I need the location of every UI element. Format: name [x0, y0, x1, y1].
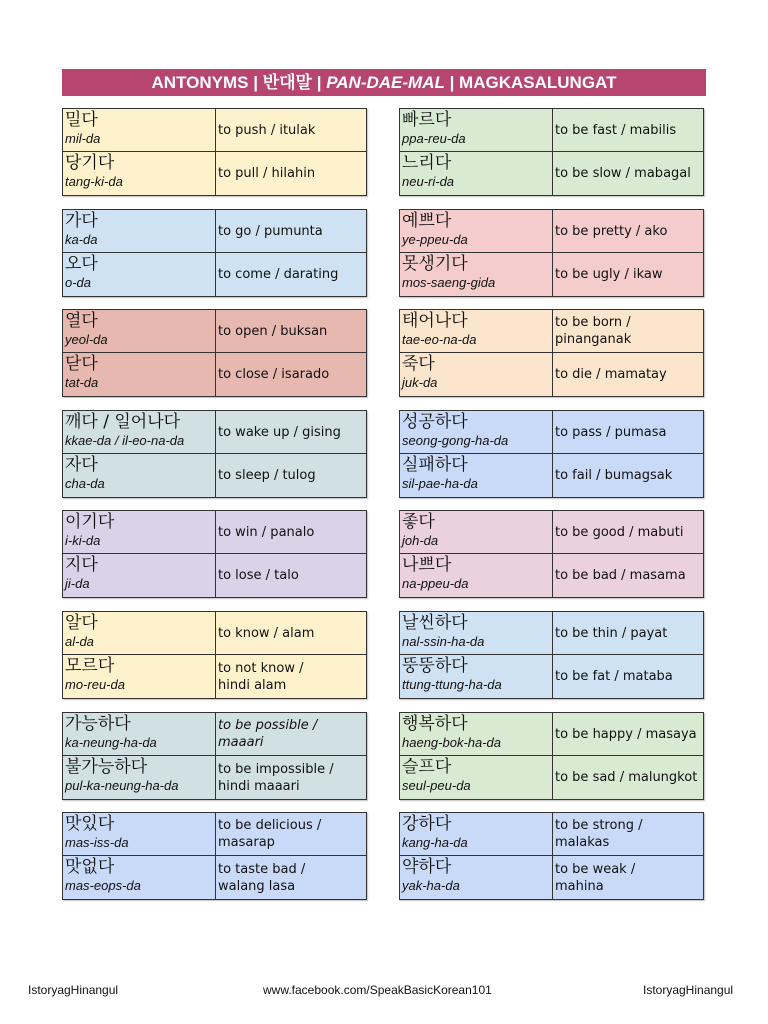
- korean-word: 못생기다: [402, 254, 468, 274]
- meaning-text: to be delicious /: [218, 818, 322, 833]
- romanization: pul-ka-neung-ha-da: [65, 778, 179, 793]
- meaning-cell: [218, 210, 364, 252]
- antonym-card: [399, 108, 704, 196]
- romanization: mil-da: [65, 131, 101, 146]
- word-cell: [400, 109, 553, 151]
- meaning-text: to be weak /: [555, 861, 636, 877]
- meaning-text: to go / pumunta: [218, 223, 323, 239]
- romanization: mo-reu-da: [65, 677, 125, 692]
- meaning-text: to taste bad /: [218, 861, 306, 877]
- romanization: tat-da: [65, 375, 99, 390]
- romanization: ttung-ttung-ha-da: [402, 677, 502, 692]
- word-cell: [400, 813, 553, 855]
- antonym-card: [62, 108, 367, 196]
- meaning-text-line-2: masarap: [218, 835, 275, 850]
- antonym-card: [62, 309, 367, 397]
- meaning-cell: [555, 253, 701, 296]
- korean-word: 태어나다: [402, 311, 468, 331]
- korean-word: 지다: [65, 555, 98, 575]
- antonym-card: [62, 712, 367, 800]
- table-row: [63, 109, 366, 152]
- korean-word: 자다: [65, 455, 98, 475]
- footer-right-credit: IstoryagHinangul: [643, 983, 734, 997]
- korean-word: 맛있다: [65, 814, 115, 834]
- romanization: kang-ha-da: [402, 835, 468, 850]
- meaning-text: to wake up / gising: [218, 424, 341, 440]
- meaning-text: to not know /: [218, 660, 304, 676]
- korean-word: 이기다: [65, 512, 115, 532]
- romanization: o-da: [65, 275, 92, 290]
- korean-word: 열다: [65, 311, 98, 331]
- table-row: [400, 813, 703, 856]
- word-cell: [63, 152, 216, 195]
- korean-word: 밀다: [65, 110, 98, 130]
- table-row: [400, 756, 703, 799]
- korean-word: 빠르다: [402, 110, 452, 130]
- romanization: nal-ssin-ha-da: [402, 634, 485, 649]
- word-cell: [400, 511, 553, 553]
- table-row: [400, 554, 703, 597]
- meaning-text: to be fast / mabilis: [555, 122, 677, 138]
- meaning-text: to be ugly / ikaw: [555, 267, 663, 282]
- korean-word: 맛없다: [65, 857, 115, 877]
- table-row: [400, 109, 703, 152]
- word-cell: [63, 511, 216, 553]
- meaning-cell: [218, 756, 364, 799]
- korean-word: 죽다: [402, 354, 435, 374]
- table-row: [400, 655, 703, 698]
- korean-word: 모르다: [65, 656, 115, 676]
- meaning-text: to fail / bumagsak: [555, 468, 673, 483]
- romanization: i-ki-da: [65, 533, 101, 548]
- table-row: [400, 713, 703, 756]
- meaning-cell: [555, 756, 701, 799]
- word-cell: [400, 856, 553, 899]
- romanization: mas-iss-da: [65, 835, 129, 850]
- table-row: [63, 253, 366, 296]
- romanization: juk-da: [402, 375, 438, 390]
- meaning-cell: [555, 612, 701, 654]
- antonym-card: [62, 510, 367, 598]
- korean-word: 실패하다: [402, 455, 468, 475]
- meaning-text: to be slow / mabagal: [555, 166, 691, 181]
- meaning-cell: [218, 454, 364, 497]
- word-cell: [63, 253, 216, 296]
- meaning-text: to come / darating: [218, 267, 339, 282]
- meaning-text: to be happy / masaya: [555, 726, 697, 742]
- meaning-text: to pass / pumasa: [555, 424, 667, 440]
- romanization: mas-eops-da: [65, 878, 141, 893]
- table-row: [400, 253, 703, 296]
- meaning-cell: [218, 353, 364, 396]
- meaning-text: to be possible /: [218, 718, 318, 733]
- word-cell: [400, 310, 553, 352]
- romanization: joh-da: [402, 533, 439, 548]
- word-cell: [63, 856, 216, 899]
- korean-word: 느리다: [402, 153, 452, 173]
- meaning-cell: [555, 813, 701, 855]
- word-cell: [400, 411, 553, 453]
- meaning-text-line-2: malakas: [555, 835, 610, 850]
- word-cell: [400, 713, 553, 755]
- antonym-card: [62, 209, 367, 297]
- table-row: [63, 454, 366, 497]
- meaning-text-line-2: pinanganak: [555, 332, 632, 347]
- meaning-text: to close / isarado: [218, 367, 330, 382]
- table-row: [63, 310, 366, 353]
- antonym-card: [399, 309, 704, 397]
- korean-word: 강하다: [402, 814, 452, 834]
- title-part-3: | MAGKASALUNGAT: [444, 73, 617, 92]
- word-cell: [63, 813, 216, 855]
- romanization: seong-gong-ha-da: [402, 433, 509, 448]
- meaning-cell: [218, 411, 364, 453]
- title-part-2: PAN-DAE-MAL: [326, 73, 445, 92]
- korean-word: 좋다: [402, 512, 435, 532]
- meaning-cell: [555, 655, 701, 698]
- meaning-text-line-2: walang lasa: [218, 878, 296, 894]
- meaning-cell: [218, 612, 364, 654]
- meaning-cell: [555, 454, 701, 497]
- table-row: [63, 152, 366, 195]
- korean-word: 알다: [65, 613, 98, 633]
- word-cell: [400, 756, 553, 799]
- meaning-text-line-2: hindi maaari: [218, 778, 300, 794]
- table-row: [63, 210, 366, 253]
- page-title: [62, 69, 706, 96]
- footer-left-credit: IstoryagHinangul: [28, 983, 119, 997]
- antonym-card: [62, 812, 367, 900]
- word-cell: [63, 454, 216, 497]
- korean-word: 예쁘다: [402, 211, 452, 231]
- romanization: ye-ppeu-da: [402, 232, 468, 247]
- table-row: [63, 856, 366, 899]
- korean-word: 깨다 / 일어나다: [65, 412, 181, 432]
- korean-word: 나쁘다: [402, 555, 452, 575]
- meaning-cell: [218, 554, 364, 597]
- korean-word: 당기다: [65, 153, 115, 173]
- korean-word: 불가능하다: [65, 757, 148, 777]
- word-cell: [400, 253, 553, 296]
- korean-word: 오다: [65, 254, 98, 274]
- table-row: [400, 210, 703, 253]
- word-cell: [63, 713, 216, 755]
- meaning-cell: [555, 554, 701, 597]
- table-row: [63, 813, 366, 856]
- meaning-cell: [555, 511, 701, 553]
- word-cell: [400, 454, 553, 497]
- romanization: haeng-bok-ha-da: [402, 735, 502, 750]
- word-cell: [63, 655, 216, 698]
- romanization: ppa-reu-da: [402, 131, 466, 146]
- antonym-card: [62, 611, 367, 699]
- romanization: mos-saeng-gida: [402, 275, 496, 290]
- meaning-cell: [218, 713, 364, 755]
- korean-word: 슬프다: [402, 757, 452, 777]
- meaning-cell: [555, 210, 701, 252]
- meaning-cell: [555, 713, 701, 755]
- meaning-cell: [555, 310, 701, 352]
- meaning-cell: [218, 813, 364, 855]
- word-cell: [400, 152, 553, 195]
- korean-word: 행복하다: [402, 714, 468, 734]
- meaning-cell: [218, 310, 364, 352]
- word-cell: [63, 411, 216, 453]
- word-cell: [400, 612, 553, 654]
- korean-word: 가능하다: [65, 714, 131, 734]
- romanization: tae-eo-na-da: [402, 332, 477, 347]
- meaning-text: to push / itulak: [218, 122, 316, 138]
- meaning-text: to know / alam: [218, 625, 315, 641]
- antonym-card: [62, 410, 367, 498]
- word-cell: [400, 554, 553, 597]
- table-row: [63, 713, 366, 756]
- meaning-text-line-2: maaari: [218, 735, 264, 750]
- title-part-1: ANTONYMS | 반대말 |: [151, 73, 327, 92]
- meaning-cell: [218, 152, 364, 195]
- meaning-cell: [555, 109, 701, 151]
- meaning-text: to be pretty / ako: [555, 223, 668, 239]
- meaning-text: to be born /: [555, 315, 631, 330]
- word-cell: [63, 612, 216, 654]
- meaning-text-line-2: hindi alam: [218, 677, 287, 693]
- korean-word: 닫다: [65, 354, 98, 374]
- meaning-text: to be impossible /: [218, 761, 334, 777]
- meaning-cell: [218, 511, 364, 553]
- meaning-cell: [218, 856, 364, 899]
- romanization: seul-peu-da: [402, 778, 471, 793]
- table-row: [400, 353, 703, 396]
- romanization: yak-ha-da: [402, 878, 460, 893]
- table-row: [63, 612, 366, 655]
- antonym-card: [399, 812, 704, 900]
- meaning-cell: [555, 152, 701, 195]
- meaning-text: to open / buksan: [218, 323, 328, 339]
- romanization: na-ppeu-da: [402, 576, 469, 591]
- table-row: [400, 612, 703, 655]
- romanization: ka-da: [65, 232, 98, 247]
- table-row: [400, 310, 703, 353]
- meaning-text-line-2: mahina: [555, 878, 604, 894]
- word-cell: [63, 210, 216, 252]
- meaning-text: to be strong /: [555, 818, 643, 833]
- table-row: [63, 511, 366, 554]
- romanization: sil-pae-ha-da: [402, 476, 478, 491]
- word-cell: [63, 554, 216, 597]
- meaning-cell: [218, 253, 364, 296]
- meaning-cell: [218, 109, 364, 151]
- table-row: [400, 152, 703, 195]
- meaning-text: to be thin / payat: [555, 625, 668, 641]
- table-row: [63, 411, 366, 454]
- romanization: tang-ki-da: [65, 174, 123, 189]
- meaning-text: to die / mamatay: [555, 367, 667, 382]
- korean-word: 약하다: [402, 857, 452, 877]
- romanization: ji-da: [65, 576, 90, 591]
- meaning-cell: [218, 655, 364, 698]
- meaning-text: to be fat / mataba: [555, 669, 673, 684]
- antonym-card: [399, 712, 704, 800]
- table-row: [63, 756, 366, 799]
- table-row: [63, 353, 366, 396]
- meaning-text: to win / panalo: [218, 524, 315, 540]
- meaning-text: to be bad / masama: [555, 568, 686, 583]
- table-row: [400, 856, 703, 899]
- word-cell: [400, 655, 553, 698]
- table-row: [400, 411, 703, 454]
- meaning-text: to lose / talo: [218, 568, 299, 583]
- romanization: al-da: [65, 634, 94, 649]
- meaning-text: to be sad / malungkot: [555, 770, 698, 785]
- korean-word: 날씬하다: [402, 613, 468, 633]
- word-cell: [400, 210, 553, 252]
- romanization: ka-neung-ha-da: [65, 735, 157, 750]
- meaning-text: to pull / hilahin: [218, 166, 316, 181]
- word-cell: [63, 756, 216, 799]
- antonym-card: [399, 611, 704, 699]
- romanization: neu-ri-da: [402, 174, 455, 189]
- word-cell: [400, 353, 553, 396]
- romanization: cha-da: [65, 476, 105, 491]
- romanization: kkae-da / il-eo-na-da: [65, 433, 185, 448]
- table-row: [63, 655, 366, 698]
- romanization: yeol-da: [65, 332, 108, 347]
- antonym-card: [399, 209, 704, 297]
- word-cell: [63, 353, 216, 396]
- meaning-cell: [555, 411, 701, 453]
- footer-facebook-link[interactable]: www.facebook.com/SpeakBasicKorean101: [263, 983, 492, 997]
- korean-word: 성공하다: [402, 412, 468, 432]
- word-cell: [63, 310, 216, 352]
- table-row: [400, 511, 703, 554]
- word-cell: [63, 109, 216, 151]
- korean-word: 가다: [65, 211, 98, 231]
- meaning-cell: [555, 856, 701, 899]
- antonym-card: [399, 510, 704, 598]
- meaning-text: to be good / mabuti: [555, 524, 684, 540]
- table-row: [63, 554, 366, 597]
- antonym-card: [399, 410, 704, 498]
- meaning-cell: [555, 353, 701, 396]
- korean-word: 뚱뚱하다: [402, 656, 468, 676]
- meaning-text: to sleep / tulog: [218, 468, 316, 483]
- table-row: [400, 454, 703, 497]
